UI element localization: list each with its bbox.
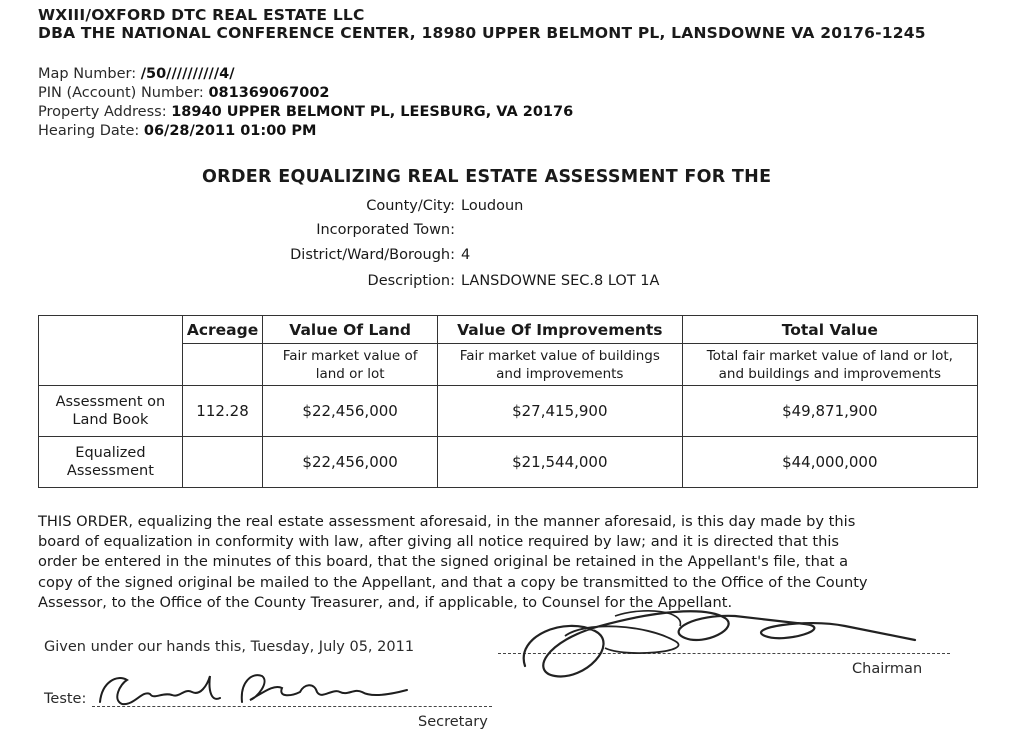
row-label-line2: Assessment xyxy=(66,463,154,479)
pin-value: 081369067002 xyxy=(208,85,330,101)
row-improvements: $21,544,000 xyxy=(438,437,683,488)
header-improvements: Value Of Improvements xyxy=(438,316,683,344)
subheader-blank xyxy=(39,344,183,386)
hearing-label: Hearing Date: xyxy=(38,123,144,139)
county-value: Loudoun xyxy=(461,198,524,214)
district-label: District/Ward/Borough: xyxy=(290,247,455,263)
order-title: ORDER EQUALIZING REAL ESTATE ASSESSMENT FOR THE xyxy=(202,167,772,187)
county-label: County/City: xyxy=(366,198,455,214)
owner-dba: DBA THE NATIONAL CONFERENCE CENTER, 18980 UPPER BELMONT PL, LANSDOWNE VA 20176-1245 xyxy=(38,24,926,42)
chairman-label: Chairman xyxy=(852,661,923,677)
row-acreage: 112.28 xyxy=(182,386,262,437)
row-improvements: $27,415,900 xyxy=(438,386,683,437)
owner-name: WXIII/OXFORD DTC REAL ESTATE LLC xyxy=(38,6,365,24)
subheader-total-line1: Total fair market value of land or lot, xyxy=(706,347,953,364)
description-label: Description: xyxy=(367,273,455,289)
assessment-table xyxy=(38,315,978,488)
header-acreage: Acreage xyxy=(182,316,262,344)
row-total: $49,871,900 xyxy=(682,386,977,437)
order-text-line: order be entered in the minutes of this board, that the signed original be retained in the Appellant's file, that a xyxy=(38,553,849,571)
row-land: $22,456,000 xyxy=(263,437,438,488)
secretary-label: Secretary xyxy=(418,714,488,730)
table-header-row xyxy=(39,316,978,344)
map-number-value: /50//////////4/ xyxy=(140,66,235,82)
row-total: $44,000,000 xyxy=(682,437,977,488)
row-land: $22,456,000 xyxy=(263,386,438,437)
order-text-line: Assessor, to the Office of the County Treasurer, and, if applicable, to Counsel for the Appellant. xyxy=(38,593,733,611)
teste-label: Teste: xyxy=(44,691,87,707)
property-address xyxy=(38,104,573,120)
order-text-line: board of equalization in conformity with law, after giving all notice required by law; and it is directed that this xyxy=(38,533,840,551)
table-row xyxy=(39,437,978,488)
hearing-value: 06/28/2011 01:00 PM xyxy=(143,123,317,139)
map-number xyxy=(38,66,235,82)
address-value: 18940 UPPER BELMONT PL, LEESBURG, VA 20176 xyxy=(171,104,574,120)
row-acreage xyxy=(182,437,262,488)
subheader-improvements-line1: Fair market value of buildings xyxy=(459,347,660,364)
subheader-total-line2: and buildings and improvements xyxy=(718,365,942,382)
table-row xyxy=(39,386,978,437)
table-subheader-row xyxy=(39,344,978,386)
subheader-improvements-line2: and improvements xyxy=(496,365,624,382)
town-label: Incorporated Town: xyxy=(316,222,455,238)
row-label-line1: Equalized xyxy=(75,445,146,461)
subheader-total xyxy=(682,344,977,386)
address-label: Property Address: xyxy=(38,104,172,120)
pin-number xyxy=(38,85,330,101)
row-label-line1: Assessment on xyxy=(55,394,166,410)
secretary-signature xyxy=(92,662,422,720)
order-text-line: copy of the signed original be mailed to the Appellant, and that a copy be transmitted to the Office of the County xyxy=(38,573,868,591)
row-label-line2: Land Book xyxy=(72,412,149,428)
district-value: 4 xyxy=(461,247,471,263)
subheader-improvements xyxy=(438,344,683,386)
map-number-label: Map Number: xyxy=(38,66,141,82)
subheader-acreage xyxy=(182,344,262,386)
given-date: Given under our hands this, Tuesday, July 05, 2011 xyxy=(44,639,415,655)
order-text-line: THIS ORDER, equalizing the real estate assessment aforesaid, in the manner aforesaid, is this day made by this xyxy=(38,513,856,530)
subheader-land xyxy=(263,344,438,386)
pin-label: PIN (Account) Number: xyxy=(38,85,209,101)
header-total: Total Value xyxy=(682,316,977,344)
row-label xyxy=(39,437,183,488)
header-blank xyxy=(39,316,183,344)
header-land: Value Of Land xyxy=(263,316,438,344)
description-value: LANSDOWNE SEC.8 LOT 1A xyxy=(461,273,660,289)
subheader-land-line2: land or lot xyxy=(315,365,385,382)
row-label xyxy=(39,386,183,437)
subheader-land-line1: Fair market value of xyxy=(282,347,418,364)
hearing-date xyxy=(38,123,316,139)
